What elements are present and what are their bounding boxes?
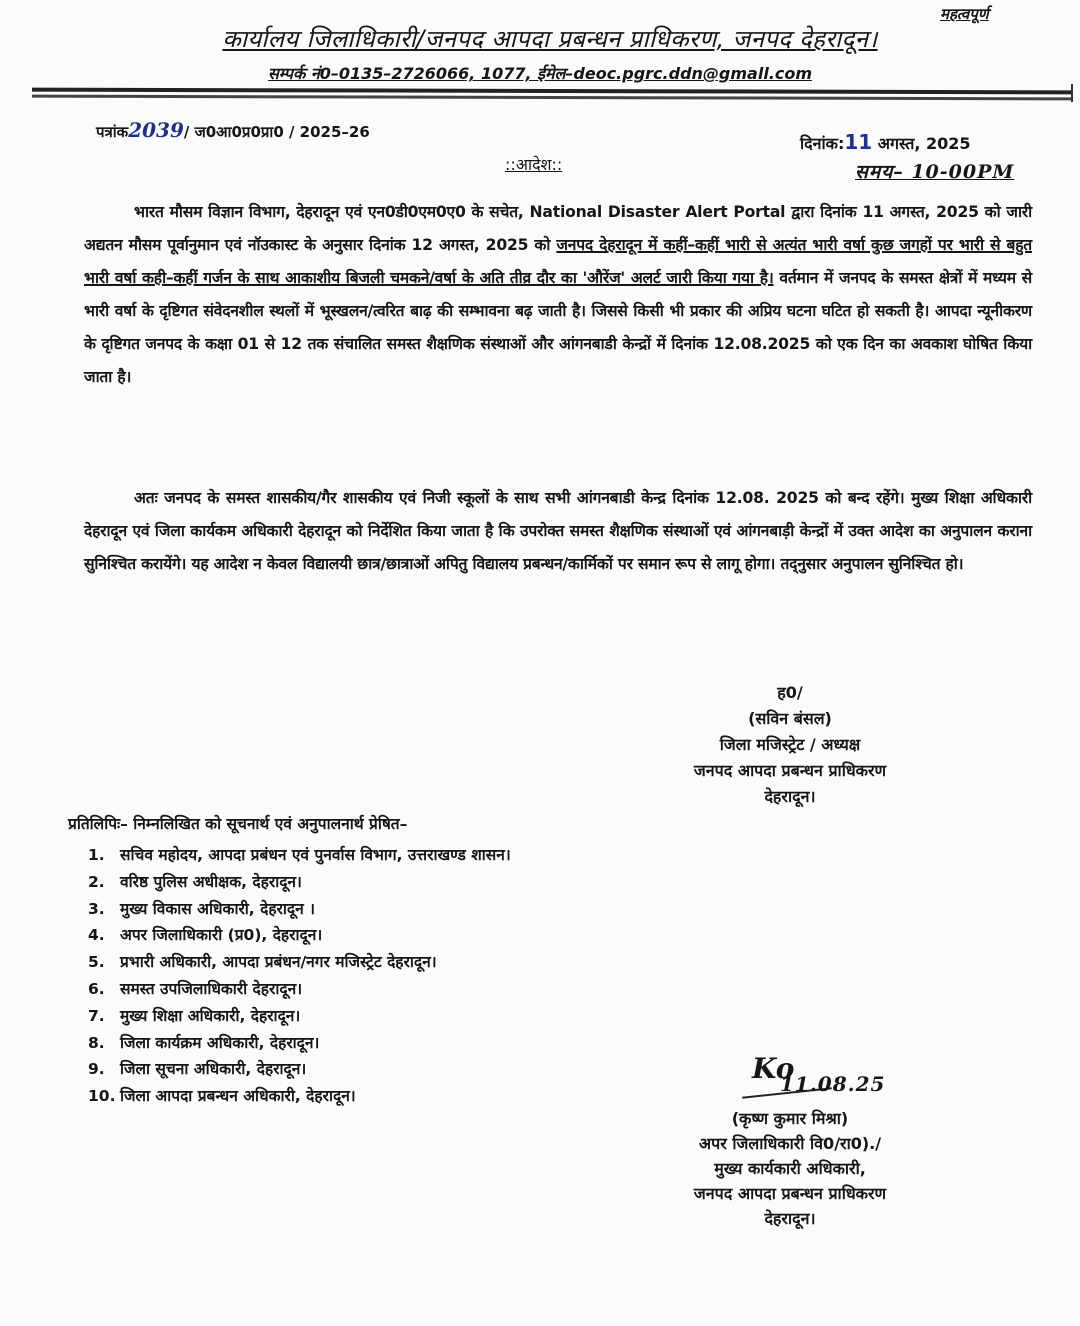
copy-list-item <box>88 976 511 1003</box>
copy-list-item <box>88 896 511 923</box>
item-text: मुख्य शिक्षा अधिकारी, देहरादून। <box>120 1006 301 1025</box>
copy-list-item <box>88 922 511 949</box>
item-number: 6. <box>88 979 105 998</box>
ref-handwritten: 2039 <box>128 118 184 142</box>
copy-list-item <box>88 842 511 869</box>
order-paragraph-1 <box>84 196 1032 394</box>
copy-list-item <box>88 949 511 976</box>
item-text: सचिव महोदय, आपदा प्रबंधन एवं पुनर्वास विभाग, उत्तराखण्ड शासन। <box>120 846 511 864</box>
item-text: वरिष्ठ पुलिस अधीक्षक, देहरादून। <box>120 872 302 891</box>
handwritten-initials: Ko <box>752 1052 795 1085</box>
item-number: 7. <box>88 1006 105 1025</box>
date-prefix: दिनांक: <box>800 134 845 153</box>
copy-list-item <box>88 1003 511 1030</box>
signature-block-dm <box>650 680 930 810</box>
ref-suffix: / ज0आ0प्र0प्रा0 / 2025–26 <box>183 123 370 141</box>
copy-to-heading: प्रतिलिपिः– निम्नलिखित को सूचनार्थ एवं अनुपालनार्थ प्रेषित– <box>68 815 408 833</box>
item-text: प्रभारी अधिकारी, आपदा प्रबंधन/नगर मजिस्ट्रेट देहरादून। <box>120 953 437 972</box>
item-number: 9. <box>88 1060 105 1079</box>
p1-intro: भारत मौसम विज्ञान विभाग, देहरादून एवं एन0डी0एम0ए0 के सचेत, National Disaster Alert Portal द्वारा दिनांक 11 अगस्त, 2025 को जारी अद्यतन मौसम पूर्वानुमान एवं नॉउकास्ट के अनुसार दिनांक 12 अगस्त, 2025 को <box>84 203 1032 254</box>
office-title: कार्यालय जिलाधिकारी/जनपद आपदा प्रबन्धन प्राधिकरण, जनपद देहरादून। <box>222 25 878 53</box>
item-number: 4. <box>88 926 105 945</box>
item-number: 3. <box>88 899 105 918</box>
contact-line: सम्पर्क नं0–0135–2726066, 1077, ईमेल–deoc.pgrc.ddn@gmall.com <box>267 64 813 83</box>
important-mark: महत्वपूर्ण <box>940 5 989 23</box>
item-number: 10. <box>88 1087 116 1106</box>
signatory-place: देहरादून। <box>764 787 816 806</box>
copy-list-item <box>88 869 511 896</box>
copy-list-item <box>88 1083 511 1110</box>
header-divider-bottom <box>32 95 1072 101</box>
p1-alert-underlined: जनपद देहरादून में कहीं–कहीं भारी से अत्यंत भारी वर्षा कुछ जगहों पर भारी से बहुत भारी वर्षा कही–कहीं गर्जन के साथ आकाशीय बिजली चमकने/वर्षा के अति तीव्र दौर का 'औरेंज' अलर्ट जारी किया गया है। <box>84 236 1032 287</box>
signatory-name: (सविन बंसल) <box>748 709 832 728</box>
signatory-org: जनपद आपदा प्रबन्धन प्राधिकरण <box>693 761 887 780</box>
date-handwritten: 11 <box>844 130 873 154</box>
ref-prefix: पत्रांक <box>96 123 129 141</box>
copy-list-item <box>88 1030 511 1057</box>
p1-decision: वर्तमान में जनपद के समस्त क्षेत्रों में मध्यम से भारी वर्षा के दृष्टिगत संवेदनशील स्थलों में भूस्खलन/त्वरित बाढ़ की सम्भावना बढ़ जाती है। जिससे किसी भी प्रकार की अप्रिय घटना घटित हो सकती है। आपदा न्यूनीकरण के दृष्टिगत जनपद के कक्षा 01 से 12 तक संचालित समस्त शैक्षणिक संस्थाओं और आंगनबाडी केन्द्रों में दिनांक 12.08.2025 को एक दिन का अवकाश घोषित किया जाता है। <box>84 269 1032 386</box>
order-date <box>800 130 971 154</box>
item-text: जिला आपदा प्रबन्धन अधिकारी, देहरादून। <box>120 1087 356 1106</box>
reference-number <box>96 118 370 142</box>
copy-to-list <box>88 842 511 1110</box>
date-suffix: अगस्त, 2025 <box>872 134 971 153</box>
handwritten-time: समय– 10-00PM <box>855 161 1015 183</box>
signatory-designation-2: मुख्य कार्यकारी अधिकारी, <box>714 1159 866 1178</box>
order-paragraph-2: अतः जनपद के समस्त शासकीय/गैर शासकीय एवं निजी स्कूलों के साथ सभी आंगनबाडी केन्द्र दिनांक 12.08. 2025 को बन्द रहेंगे। मुख्य शिक्षा अधिकारी देहरादून एवं जिला कार्यकम अधिकारी देहरादून को निर्देशित किया जाता है कि उपरोक्त समस्त शैक्षणिक संस्थाओं एवं आंगनबाड़ी केन्द्रों में उक्त आदेश का अनुपालन कराना सुनिश्चित करायेंगे। यह आदेश न केवल विद्यालयी छात्र/छात्राओं अपितु विद्यालय प्रबन्धन/कार्मिकों पर समान रूप से लागू होगा। तद्नुसार अनुपालन सुनिश्चित हो। <box>84 489 1032 573</box>
signatory-place: देहरादून। <box>764 1209 816 1228</box>
signed-mark: ह0/ <box>777 683 803 702</box>
copy-list-item <box>88 1056 511 1083</box>
order-heading: ::आदेश:: <box>505 155 563 174</box>
signatory-name: (कृष्ण कुमार मिश्रा) <box>731 1109 849 1128</box>
item-text: समस्त उपजिलाधिकारी देहरादून। <box>120 979 303 998</box>
signatory-designation: अपर जिलाधिकारी वि0/रा0)./ <box>698 1134 882 1153</box>
item-text: अपर जिलाधिकारी (प्र0), देहरादून। <box>120 926 323 945</box>
signatory-designation: जिला मजिस्ट्रेट / अध्यक्ष <box>719 735 861 754</box>
item-number: 2. <box>88 872 105 891</box>
item-text: जिला कार्यक्रम अधिकारी, देहरादून। <box>120 1033 320 1052</box>
handwritten-sign-date: 11.08.25 <box>780 1072 886 1096</box>
header-divider-end <box>1071 84 1073 102</box>
signature-block-adm <box>640 1106 940 1231</box>
item-number: 5. <box>88 953 105 972</box>
header-divider-top <box>32 88 1072 95</box>
item-number: 1. <box>88 846 105 864</box>
item-number: 8. <box>88 1033 105 1052</box>
item-text: मुख्य विकास अधिकारी, देहरादून । <box>120 899 316 918</box>
item-text: जिला सूचना अधिकारी, देहरादून। <box>120 1060 307 1079</box>
signatory-org: जनपद आपदा प्रबन्धन प्राधिकरण <box>693 1184 887 1203</box>
